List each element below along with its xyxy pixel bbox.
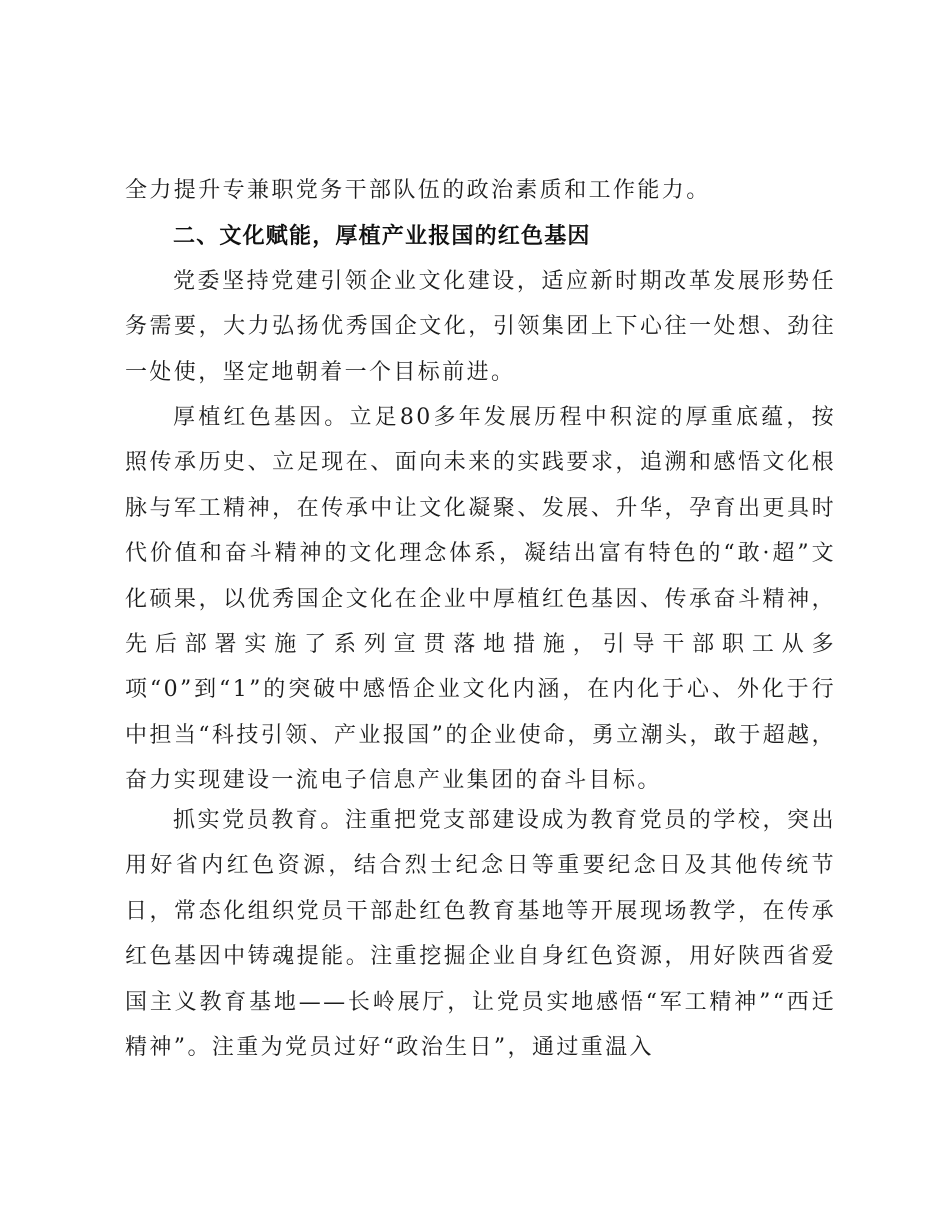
paragraph-red-genes: 厚植红色基因。立足80多年发展历程中积淀的厚重底蕴，按照传承历史、立足现在、面向未来的实践要求，追溯和感悟文化根脉与军工精神，在传承中让文化凝聚、发展、升华，孕育出更具时代价值和奋斗精神的文化理念体系，凝结出富有特色的“敢·超”文化硕果，以优秀国企文化在企业中厚植红色基因、传承奋斗精神，先后部署实施了系列宣贯落地措施，引导干部职工从多项“0”到“1”的突破中感悟企业文化内涵，在内化于心、外化于行中担当“科技引领、产业报国”的企业使命，勇立潮头，敢于超越，奋力实现建设一流电子信息产业集团的奋斗目标。 <box>125 405 836 794</box>
continuation-paragraph: 全力提升专兼职党务干部队伍的政治素质和工作能力。 <box>125 178 711 203</box>
paragraph-intro: 党委坚持党建引领企业文化建设，适应新时期改革发展形势任务需要，大力弘扬优秀国企文化，引领集团上下心往一处想、劲往一处使，坚定地朝着一个目标前进。 <box>125 269 836 385</box>
paragraph-party-education: 抓实党员教育。注重把党支部建设成为教育党员的学校，突出用好省内红色资源，结合烈士纪念日等重要纪念日及其他传统节日，常态化组织党员干部赴红色教育基地等开展现场教学，在传承红色基因中铸魂提能。注重挖掘企业自身红色资源，用好陕西省爱国主义教育基地——长岭展厅，让党员实地感悟“军工精神”“西迁精神”。注重为党员过好“政治生日”，通过重温入 <box>125 808 836 1061</box>
section-heading: 二、文化赋能，厚植产业报国的红色基因 <box>173 224 591 249</box>
